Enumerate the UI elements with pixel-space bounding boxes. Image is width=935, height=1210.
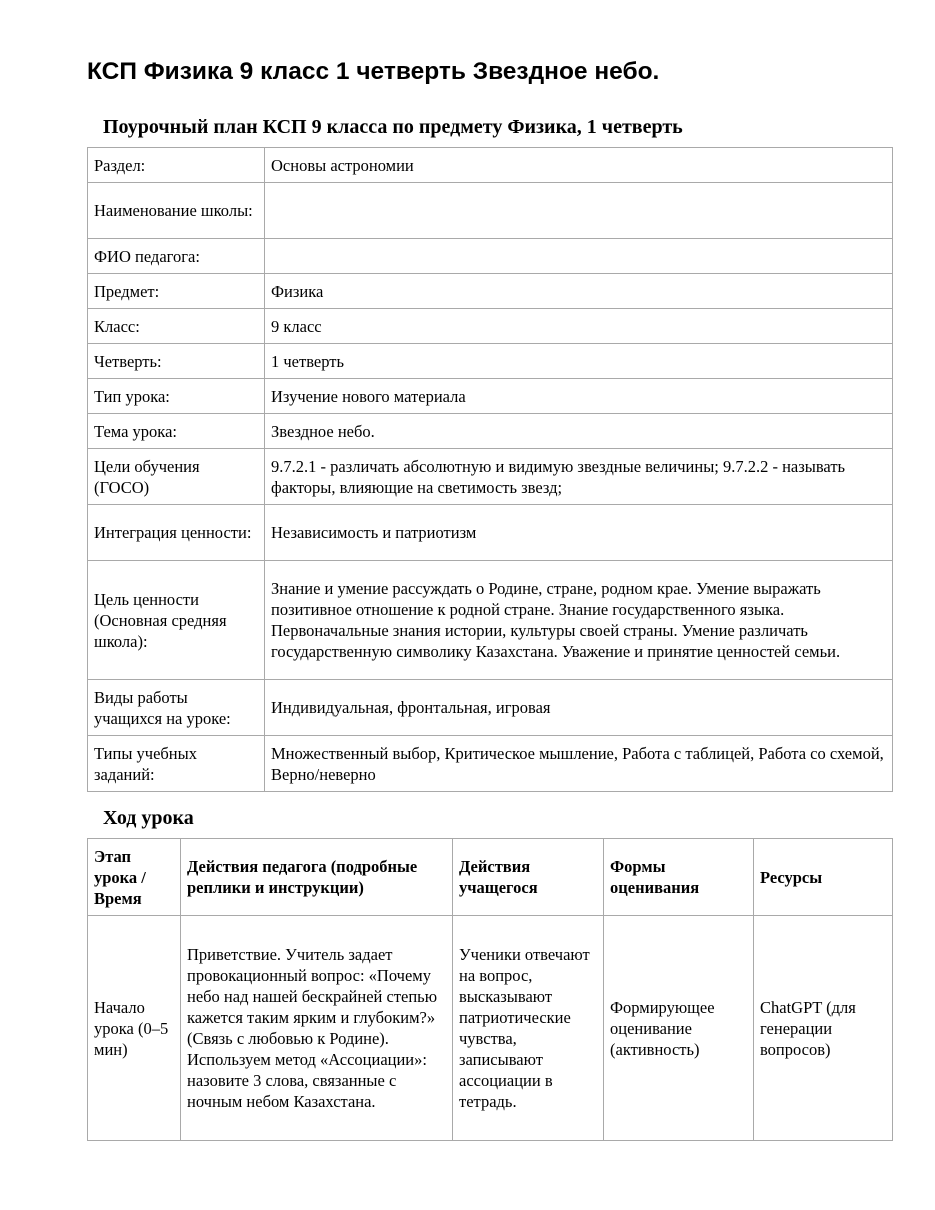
info-label: Типы учебных заданий: bbox=[88, 736, 265, 792]
info-value: Множественный выбор, Критическое мышление, Работа с таблицей, Работа со схемой, Верно/неверно bbox=[265, 736, 893, 792]
info-value bbox=[265, 239, 893, 274]
header-stage: Этап урока / Время bbox=[88, 839, 181, 916]
info-row bbox=[88, 148, 893, 183]
header-resources: Ресурсы bbox=[754, 839, 893, 916]
info-row bbox=[88, 379, 893, 414]
info-value: Индивидуальная, фронтальная, игровая bbox=[265, 680, 893, 736]
info-label: Виды работы учащихся на уроке: bbox=[88, 680, 265, 736]
assessment-cell: Формирующее оценивание (активность) bbox=[604, 916, 754, 1141]
info-value: 9 класс bbox=[265, 309, 893, 344]
info-label: Тема урока: bbox=[88, 414, 265, 449]
header-assessment: Формы оценивания bbox=[604, 839, 754, 916]
info-label: Тип урока: bbox=[88, 379, 265, 414]
student-actions-cell: Ученики отвечают на вопрос, высказывают патриотические чувства, записывают ассоциации в тетрадь. bbox=[453, 916, 604, 1141]
resources-cell: ChatGPT (для генерации вопросов) bbox=[754, 916, 893, 1141]
info-label: Цели обучения (ГОСО) bbox=[88, 449, 265, 505]
info-value: 9.7.2.1 - различать абсолютную и видимую звездные величины; 9.7.2.2 - называть факторы, влияющие на светимость звезд; bbox=[265, 449, 893, 505]
info-value: Независимость и патриотизм bbox=[265, 505, 893, 561]
info-value: Звездное небо. bbox=[265, 414, 893, 449]
info-row bbox=[88, 449, 893, 505]
info-label: Интеграция ценности: bbox=[88, 505, 265, 561]
plan-heading: Поурочный план КСП 9 класса по предмету Физика, 1 четверть bbox=[103, 116, 683, 138]
info-label: Наименование школы: bbox=[88, 183, 265, 239]
header-student-actions: Действия учащегося bbox=[453, 839, 604, 916]
info-row bbox=[88, 344, 893, 379]
info-label: Четверть: bbox=[88, 344, 265, 379]
info-row bbox=[88, 183, 893, 239]
progress-heading: Ход урока bbox=[103, 807, 194, 829]
lesson-row bbox=[88, 916, 893, 1141]
info-value: Основы астрономии bbox=[265, 148, 893, 183]
info-row bbox=[88, 414, 893, 449]
info-label: Класс: bbox=[88, 309, 265, 344]
info-value: 1 четверть bbox=[265, 344, 893, 379]
info-row bbox=[88, 736, 893, 792]
info-label: ФИО педагога: bbox=[88, 239, 265, 274]
info-row bbox=[88, 680, 893, 736]
info-label: Раздел: bbox=[88, 148, 265, 183]
info-label: Цель ценности (Основная средняя школа): bbox=[88, 561, 265, 680]
header-teacher-actions: Действия педагога (подробные реплики и инструкции) bbox=[181, 839, 453, 916]
info-value: Физика bbox=[265, 274, 893, 309]
info-value: Изучение нового материала bbox=[265, 379, 893, 414]
info-row bbox=[88, 239, 893, 274]
stage-cell: Начало урока (0–5 мин) bbox=[88, 916, 181, 1141]
info-row bbox=[88, 561, 893, 680]
info-row bbox=[88, 505, 893, 561]
document-title: КСП Физика 9 класс 1 четверть Звездное небо. bbox=[87, 58, 660, 85]
info-value: Знание и умение рассуждать о Родине, стране, родном крае. Умение выражать позитивное отношение к родной стране. Знание государственного языка. Первоначальные знания истории, культуры своей страны. Умение различать государственную символику Казахстана. Уважение и принятие ценностей семьи. bbox=[265, 561, 893, 680]
info-value bbox=[265, 183, 893, 239]
info-label: Предмет: bbox=[88, 274, 265, 309]
lesson-info-table bbox=[87, 147, 893, 792]
lesson-progress-table bbox=[87, 838, 893, 1141]
info-row bbox=[88, 274, 893, 309]
teacher-actions-cell: Приветствие. Учитель задает провокационный вопрос: «Почему небо над нашей бескрайней степью кажется таким ярким и глубоким?» (Связь с любовью к Родине). Используем метод «Ассоциации»: назовите 3 слова, связанные с ночным небом Казахстана. bbox=[181, 916, 453, 1141]
info-row bbox=[88, 309, 893, 344]
lesson-header-row bbox=[88, 839, 893, 916]
